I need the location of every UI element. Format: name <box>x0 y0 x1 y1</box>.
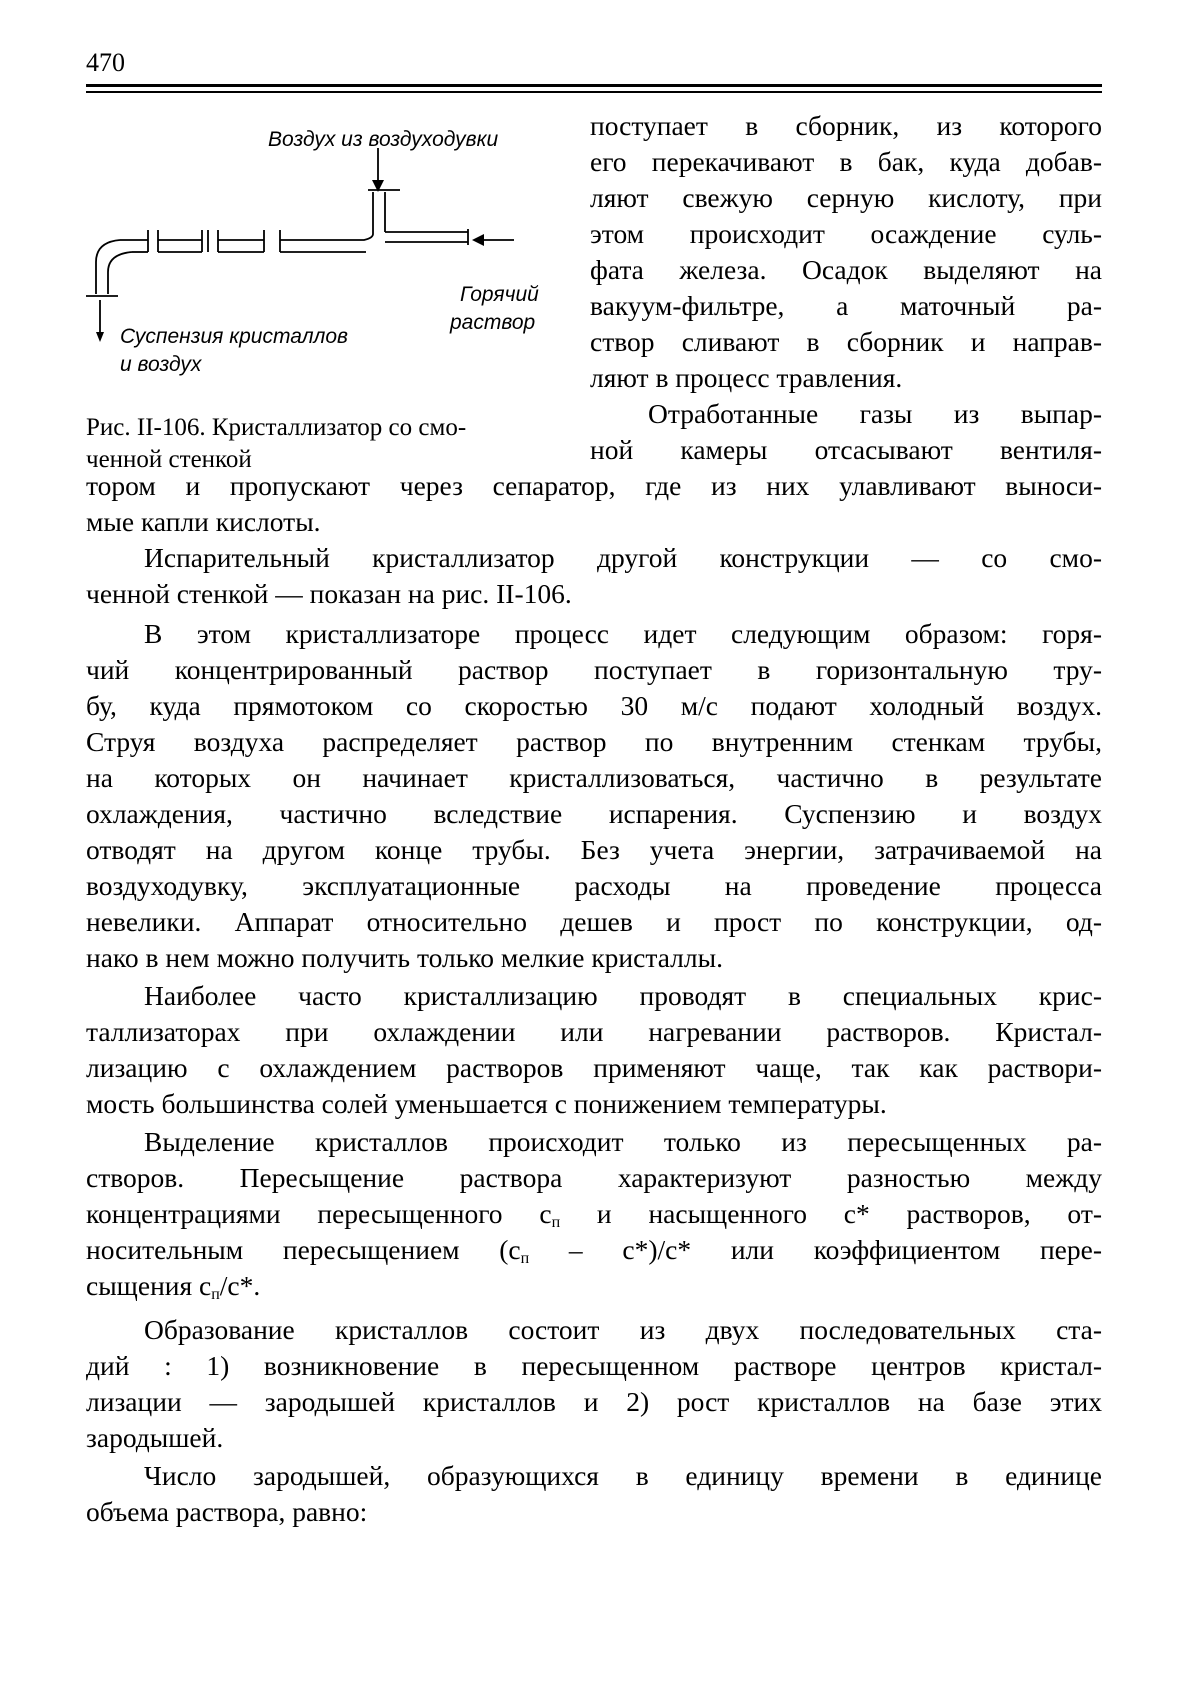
text-line <box>86 1232 1102 1268</box>
text-line: Отработанные газы из выпар- <box>648 398 1102 429</box>
figure-caption <box>86 412 566 476</box>
text-line: Число зародышей, образующихся в единицу времени в единице <box>144 1460 1102 1491</box>
text-line: поступает в сборник, из которого <box>590 110 1102 141</box>
text-line: створов. Пересыщение раствора характеризуют разностью между <box>86 1162 1102 1193</box>
text-line: его перекачивают в бак, куда добав- <box>590 146 1102 177</box>
text-line: воздуходувку, эксплуатационные расходы на проведение процесса <box>86 870 1102 901</box>
figure-label-air: Воздух из воздуходувки <box>268 128 499 151</box>
text-line: вакуум-фильтре, а маточный ра- <box>590 290 1102 321</box>
text-line: на которых он начинает кристаллизоваться, частично в результате <box>86 762 1102 793</box>
text-line: невелики. Аппарат относительно дешев и прост по конструкции, од- <box>86 906 1102 937</box>
text-line: мость большинства солей уменьшается с понижением температуры. <box>86 1088 887 1119</box>
text-line <box>86 1268 1102 1304</box>
header-rule-thin <box>86 91 1102 93</box>
text-line: этом происходит осаждение суль- <box>590 218 1102 249</box>
text-line: зародышей. <box>86 1422 224 1453</box>
text-line: охлаждения, частично вследствие испарения. Суспензию и воздух <box>86 798 1102 829</box>
text-line: ляют свежую серную кислоту, при <box>590 182 1102 213</box>
text-line: чий концентрированный раствор поступает в горизонтальную тру- <box>86 654 1102 685</box>
figure-label-suspension-2: и воздух <box>120 353 202 376</box>
text-line: створ сливают в сборник и направ- <box>590 326 1102 357</box>
text-line: ной камеры отсасывают вентиля- <box>590 434 1102 465</box>
text-segment: – с*)/с* или коэффициентом пере- <box>529 1234 1102 1265</box>
figure-caption-line: Рис. II-106. Кристаллизатор со смо- <box>86 414 467 441</box>
text-line: фата железа. Осадок выделяют на <box>590 254 1102 285</box>
text-line: объема раствора, равно: <box>86 1496 368 1527</box>
text-line: лизацию с охлаждением растворов применяют чаще, так как раствори- <box>86 1052 1102 1083</box>
figure-label-suspension-1: Суспензия кристаллов <box>120 325 349 348</box>
text-segment: концентрациями пересыщенного с <box>86 1198 552 1229</box>
text-line: дий : 1) возникновение в пересыщенном растворе центров кристал- <box>86 1350 1102 1381</box>
text-line: таллизаторах при охлаждении или нагревании растворов. Кристал- <box>86 1016 1102 1047</box>
text-line: Наиболее часто кристаллизацию проводят в специальных крис- <box>144 980 1102 1011</box>
text-segment: и насыщенного с* растворов, от- <box>560 1198 1102 1229</box>
text-segment: сыщения с <box>86 1270 212 1301</box>
text-line: ляют в процесс травления. <box>590 362 903 393</box>
text-line: мые капли кислоты. <box>86 506 321 537</box>
header-rule-thick <box>86 84 1102 87</box>
text-line <box>86 1196 1102 1232</box>
page-number: 470 <box>86 48 125 77</box>
subscript: п <box>551 1214 561 1231</box>
text-line: Выделение кристаллов происходит только из пересыщенных ра- <box>144 1126 1102 1157</box>
text-line: Образование кристаллов состоит из двух последовательных ста- <box>144 1314 1102 1345</box>
text-line: нако в нем можно получить только мелкие кристаллы. <box>86 942 723 973</box>
subscript: п <box>211 1286 220 1303</box>
figure-crystallizer <box>86 112 576 412</box>
text-segment: /с*. <box>219 1270 261 1301</box>
text-line: бу, куда прямотоком со скоростью 30 м/с подают холодный воздух. <box>86 690 1102 721</box>
text-line: Струя воздуха распределяет раствор по внутренним стенкам трубы, <box>86 726 1102 757</box>
subscript: п <box>520 1250 530 1267</box>
text-line: тором и пропускают через сепаратор, где из них улавливают выноси- <box>86 470 1102 501</box>
figure-label-hot-2: раствор <box>450 311 536 334</box>
text-line: отводят на другом конце трубы. Без учета энергии, затрачиваемой на <box>86 834 1102 865</box>
text-segment: носительным пересыщением (с <box>86 1234 521 1265</box>
text-line: Испарительный кристаллизатор другой конструкции — со смо- <box>144 542 1102 573</box>
text-line: В этом кристаллизаторе процесс идет следующим образом: горя- <box>144 618 1102 649</box>
text-line: лизации — зародышей кристаллов и 2) рост кристаллов на базе этих <box>86 1386 1102 1417</box>
text-line: ченной стенкой — показан на рис. II-106. <box>86 578 572 609</box>
figure-caption-line: ченной стенкой <box>86 446 252 473</box>
figure-label-hot-1: Горячий <box>460 283 539 306</box>
